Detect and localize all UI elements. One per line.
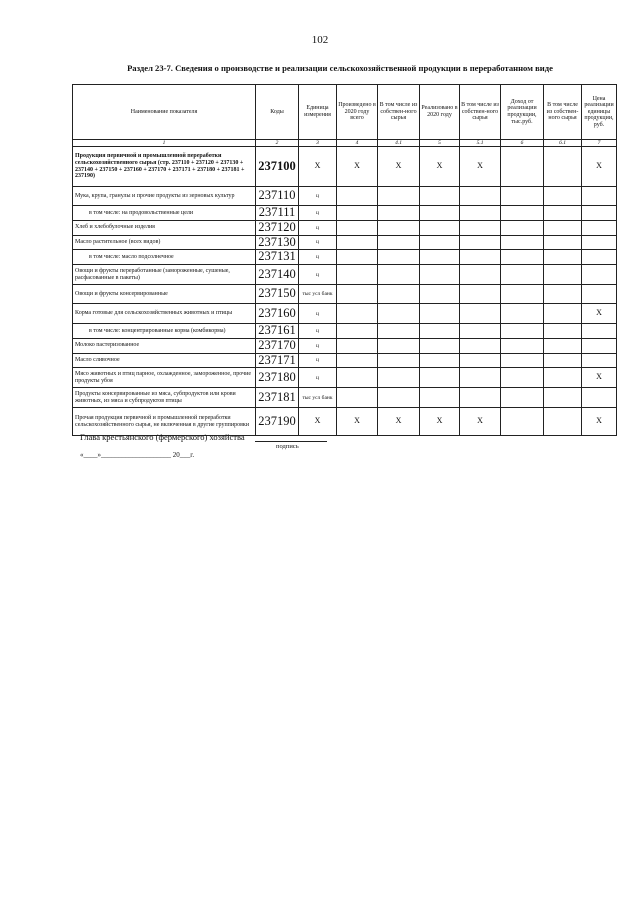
header-produced-own: В том числе из собствен-ного сырья	[378, 85, 420, 140]
cell-income-own[interactable]	[544, 324, 582, 339]
header-code: Коды	[256, 85, 299, 140]
row-code: 237150	[256, 285, 299, 304]
column-number-row	[73, 140, 617, 147]
cell-produced[interactable]: X	[337, 147, 378, 187]
row-name: Масло сливочное	[73, 353, 256, 368]
row-code: 237140	[256, 265, 299, 285]
cell-price[interactable]	[582, 235, 617, 250]
cell-income[interactable]	[501, 220, 544, 235]
cell-price[interactable]: X	[582, 304, 617, 324]
cell-income-own[interactable]	[544, 304, 582, 324]
cell-sold[interactable]	[420, 338, 460, 353]
row-unit: ц	[299, 338, 337, 353]
cell-sold-own[interactable]	[460, 338, 501, 353]
cell-income-own[interactable]	[544, 220, 582, 235]
row-name: в том числе: на продовольственные цели	[73, 206, 256, 221]
table-row	[73, 285, 617, 304]
cell-produced-own[interactable]	[378, 250, 420, 265]
cell-sold-own[interactable]	[460, 304, 501, 324]
cell-produced-own[interactable]	[378, 235, 420, 250]
cell-sold[interactable]	[420, 220, 460, 235]
cell-sold[interactable]	[420, 235, 460, 250]
cell-produced-own[interactable]	[378, 220, 420, 235]
cell-price[interactable]	[582, 265, 617, 285]
header-price: Цена реализации единицы продукции, руб.	[582, 85, 617, 140]
header-unit: Единица измерения	[299, 85, 337, 140]
report-table	[72, 84, 617, 436]
column-number: 6.1	[544, 140, 582, 147]
cell-produced[interactable]	[337, 285, 378, 304]
cell-sold-own[interactable]	[460, 368, 501, 388]
cell-sold-own[interactable]	[460, 324, 501, 339]
cell-produced-own[interactable]: X	[378, 147, 420, 187]
header-income: Доход от реализации продукции, тыс.руб.	[501, 85, 544, 140]
cell-income-own[interactable]	[544, 368, 582, 388]
cell-sold-own[interactable]	[460, 187, 501, 206]
cell-sold-own[interactable]	[460, 206, 501, 221]
cell-price[interactable]	[582, 388, 617, 408]
cell-sold[interactable]	[420, 285, 460, 304]
header-row	[73, 85, 617, 140]
cell-produced-own[interactable]	[378, 353, 420, 368]
table-row	[73, 250, 617, 265]
row-unit: ц	[299, 250, 337, 265]
table-row	[73, 187, 617, 206]
header-sold-own: В том числе из собствен-ного сырья	[460, 85, 501, 140]
row-code: 237180	[256, 368, 299, 388]
row-unit: ц	[299, 220, 337, 235]
row-code: 237171	[256, 353, 299, 368]
cell-produced-own[interactable]	[378, 368, 420, 388]
cell-sold[interactable]	[420, 265, 460, 285]
cell-sold-own[interactable]	[460, 220, 501, 235]
cell-price[interactable]	[582, 324, 617, 339]
cell-price[interactable]	[582, 285, 617, 304]
cell-produced[interactable]	[337, 338, 378, 353]
row-code: 237110	[256, 187, 299, 206]
cell-produced[interactable]	[337, 206, 378, 221]
cell-income-own[interactable]	[544, 285, 582, 304]
cell-produced[interactable]	[337, 304, 378, 324]
cell-price[interactable]	[582, 250, 617, 265]
row-code: 237130	[256, 235, 299, 250]
header-sold: Реализовано в 2020 году	[420, 85, 460, 140]
cell-income[interactable]	[501, 147, 544, 187]
column-number: 4.1	[378, 140, 420, 147]
cell-income[interactable]	[501, 206, 544, 221]
row-name: Хлеб и хлебобулочные изделия	[73, 220, 256, 235]
cell-price[interactable]	[582, 206, 617, 221]
table-row	[73, 388, 617, 408]
cell-produced[interactable]	[337, 220, 378, 235]
cell-income[interactable]	[501, 408, 544, 436]
cell-income[interactable]	[501, 187, 544, 206]
header-indicator: Наименование показателя	[73, 85, 256, 140]
row-code: 237170	[256, 338, 299, 353]
cell-sold[interactable]: X	[420, 147, 460, 187]
cell-sold-own[interactable]	[460, 388, 501, 408]
header-produced: Произведено в 2020 году всего	[337, 85, 378, 140]
column-number: 5	[420, 140, 460, 147]
cell-price[interactable]: X	[582, 408, 617, 436]
cell-produced-own[interactable]: X	[378, 408, 420, 436]
row-unit: ц	[299, 187, 337, 206]
cell-sold[interactable]	[420, 388, 460, 408]
row-name: Продукция первичной и промышленной переработки сельскохозяйственного сырья (стр. 237110 + 237120 + 237130 + 237140 + 237150 + 237160 + 237170 + 237171 + 237180 + 237181 + 237190)	[73, 147, 256, 187]
signature-line[interactable]	[255, 441, 327, 442]
row-unit: ц	[299, 324, 337, 339]
column-number: 3	[299, 140, 337, 147]
cell-sold[interactable]	[420, 353, 460, 368]
table-row	[73, 235, 617, 250]
cell-produced[interactable]	[337, 388, 378, 408]
page-number: 102	[311, 34, 329, 46]
cell-price[interactable]	[582, 353, 617, 368]
cell-income-own[interactable]	[544, 338, 582, 353]
column-number: 6	[501, 140, 544, 147]
cell-sold-own[interactable]	[460, 235, 501, 250]
signature-label: подпись	[276, 443, 299, 450]
row-name: Молоко пастеризованное	[73, 338, 256, 353]
row-name: Продукты консервированные из мяса, субпродуктов или крови животных, из мяса и субпродуктов птицы	[73, 388, 256, 408]
cell-sold-own[interactable]	[460, 353, 501, 368]
cell-income[interactable]	[501, 304, 544, 324]
row-name: Масло растительное (всех видов)	[73, 235, 256, 250]
row-code: 237100	[256, 147, 299, 187]
cell-income-own[interactable]	[544, 235, 582, 250]
cell-price[interactable]	[582, 187, 617, 206]
row-name: в том числе: концентрированные корма (комбикорма)	[73, 324, 256, 339]
cell-income[interactable]	[501, 285, 544, 304]
cell-income[interactable]	[501, 353, 544, 368]
table-row	[73, 353, 617, 368]
cell-income-own[interactable]	[544, 265, 582, 285]
cell-price[interactable]: X	[582, 368, 617, 388]
cell-sold[interactable]	[420, 187, 460, 206]
row-code: 237161	[256, 324, 299, 339]
cell-price[interactable]	[582, 338, 617, 353]
cell-produced[interactable]	[337, 250, 378, 265]
table-row	[73, 220, 617, 235]
row-unit: X	[299, 408, 337, 436]
cell-produced-own[interactable]	[378, 304, 420, 324]
cell-income[interactable]	[501, 235, 544, 250]
table-row	[73, 206, 617, 221]
cell-produced[interactable]	[337, 368, 378, 388]
cell-produced-own[interactable]	[378, 324, 420, 339]
column-number: 5.1	[460, 140, 501, 147]
row-unit: тыс усл банк	[299, 285, 337, 304]
cell-sold-own[interactable]: X	[460, 147, 501, 187]
row-unit: X	[299, 147, 337, 187]
row-code: 237190	[256, 408, 299, 436]
table-row	[73, 324, 617, 339]
cell-sold[interactable]	[420, 206, 460, 221]
row-unit: ц	[299, 206, 337, 221]
row-code: 237120	[256, 220, 299, 235]
row-unit: ц	[299, 235, 337, 250]
row-name: Овощи и фрукты переработанные (замороженные, сушеные, расфасованные в пакеты)	[73, 265, 256, 285]
cell-produced-own[interactable]	[378, 338, 420, 353]
cell-income[interactable]	[501, 250, 544, 265]
cell-income-own[interactable]	[544, 206, 582, 221]
cell-price[interactable]	[582, 220, 617, 235]
header-income-own: В том числе из собствен-ного сырья	[544, 85, 582, 140]
table-row	[73, 368, 617, 388]
cell-sold-own[interactable]: X	[460, 408, 501, 436]
head-label: Глава крестьянского (фермерского) хозяйства	[80, 432, 245, 442]
row-unit: ц	[299, 368, 337, 388]
row-unit: ц	[299, 304, 337, 324]
row-code: 237181	[256, 388, 299, 408]
column-number: 2	[256, 140, 299, 147]
cell-produced-own[interactable]	[378, 187, 420, 206]
column-number: 7	[582, 140, 617, 147]
cell-produced[interactable]	[337, 324, 378, 339]
cell-produced[interactable]	[337, 187, 378, 206]
cell-income-own[interactable]	[544, 408, 582, 436]
table-row	[73, 265, 617, 285]
table-row	[73, 304, 617, 324]
row-name: Овощи и фрукты консервированные	[73, 285, 256, 304]
cell-produced-own[interactable]	[378, 265, 420, 285]
cell-produced-own[interactable]	[378, 388, 420, 408]
table-row	[73, 147, 617, 187]
row-name: Мясо животных и птиц парное, охлажденное, замороженное, прочие продукты убоя	[73, 368, 256, 388]
cell-income-own[interactable]	[544, 187, 582, 206]
column-number: 1	[73, 140, 256, 147]
table-row	[73, 338, 617, 353]
cell-income-own[interactable]	[544, 250, 582, 265]
cell-income[interactable]	[501, 324, 544, 339]
cell-sold-own[interactable]	[460, 265, 501, 285]
cell-income[interactable]	[501, 265, 544, 285]
column-number: 4	[337, 140, 378, 147]
cell-sold-own[interactable]	[460, 285, 501, 304]
row-code: 237111	[256, 206, 299, 221]
section-title: Раздел 23-7. Сведения о производстве и реализации сельскохозяйственной продукции в переработанном виде	[127, 63, 553, 73]
cell-sold[interactable]: X	[420, 408, 460, 436]
cell-sold-own[interactable]	[460, 250, 501, 265]
row-unit: ц	[299, 265, 337, 285]
cell-income-own[interactable]	[544, 353, 582, 368]
cell-price[interactable]: X	[582, 147, 617, 187]
cell-income-own[interactable]	[544, 388, 582, 408]
cell-produced-own[interactable]	[378, 206, 420, 221]
cell-income-own[interactable]	[544, 147, 582, 187]
cell-sold[interactable]	[420, 250, 460, 265]
row-name: в том числе: масло подсолнечное	[73, 250, 256, 265]
cell-produced[interactable]: X	[337, 408, 378, 436]
cell-sold[interactable]	[420, 304, 460, 324]
cell-produced[interactable]	[337, 265, 378, 285]
row-name: Корма готовые для сельскохозяйственных животных и птицы	[73, 304, 256, 324]
cell-sold[interactable]	[420, 324, 460, 339]
cell-produced-own[interactable]	[378, 285, 420, 304]
row-code: 237160	[256, 304, 299, 324]
row-code: 237131	[256, 250, 299, 265]
row-unit: ц	[299, 353, 337, 368]
cell-income[interactable]	[501, 388, 544, 408]
row-name: Мука, крупа, гранулы и прочие продукты из зерновых культур	[73, 187, 256, 206]
row-name: Прочая продукция первичной и промышленной переработки сельскохозяйственного сырья, не включенная в другие группировки	[73, 408, 256, 436]
cell-income[interactable]	[501, 338, 544, 353]
cell-sold[interactable]	[420, 368, 460, 388]
row-unit: тыс усл банк	[299, 388, 337, 408]
cell-produced[interactable]	[337, 353, 378, 368]
cell-produced[interactable]	[337, 235, 378, 250]
date-line[interactable]: «____»____________________ 20___г.	[80, 451, 195, 459]
cell-income[interactable]	[501, 368, 544, 388]
